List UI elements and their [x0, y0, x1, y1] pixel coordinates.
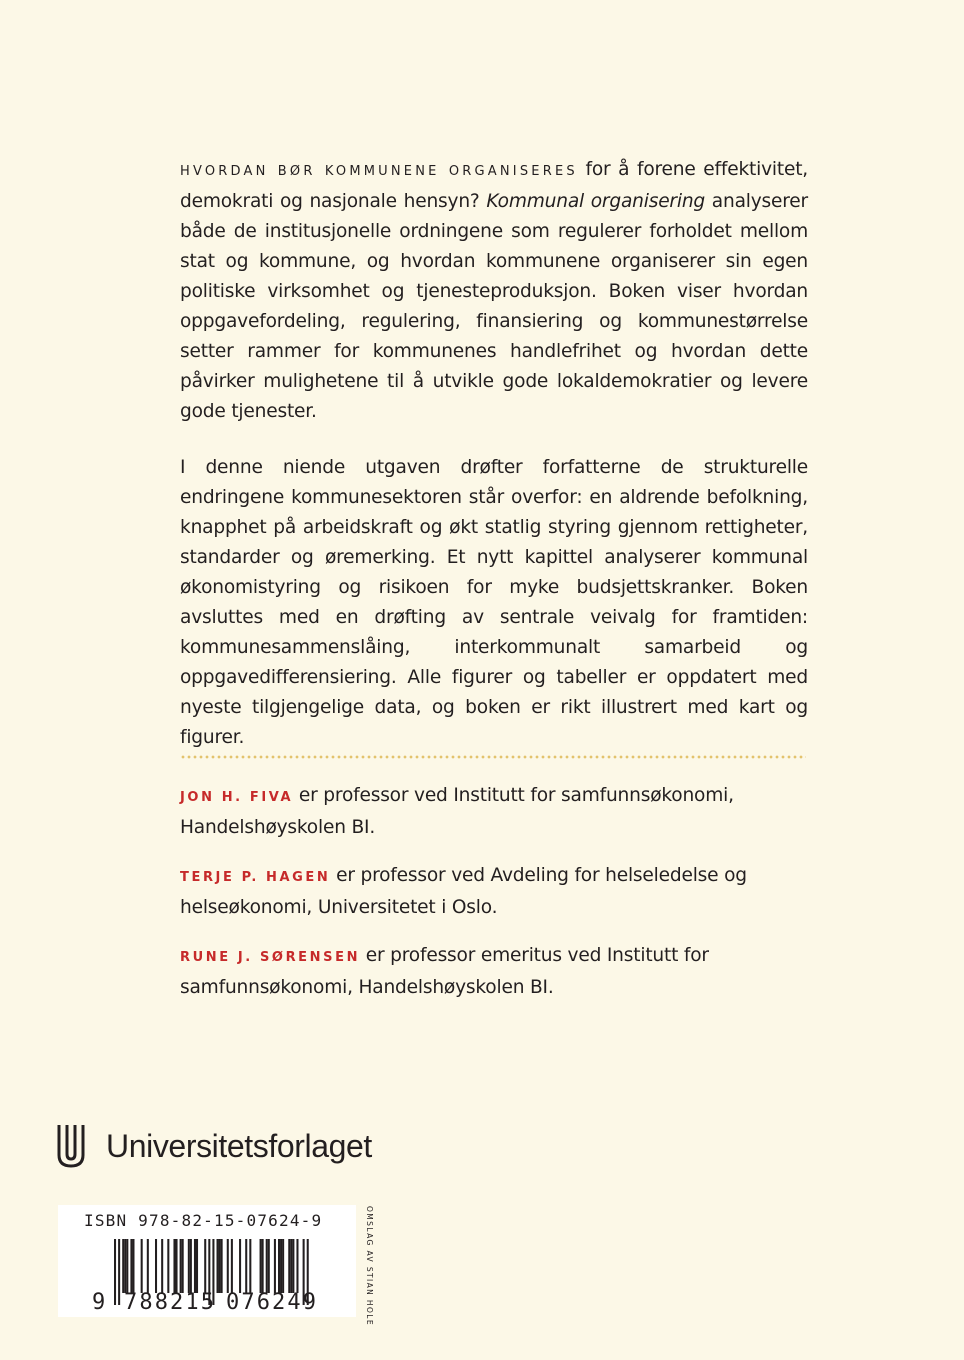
cover-design-credit: OMSLAG AV STIAN HOLE	[365, 1206, 374, 1326]
blurb-paragraph-2: I denne niende utgaven drøfter forfatterne de strukturelle endringene kommunesektoren står overfor: en aldrende befolkning, knapphet på arbeidskraft og økt statlig styring gjennom rettigheter, standarder og øremerking. Et nytt kapittel analyserer kommunal økonomistyring og risikoen for myke budsjettskranker. Boken avsluttes med en drøfting av sentrale veivalg for framtiden: kommunesammenslåing, interkommunalt samarbeid og oppgavedifferensiering. Alle figurer og tabeller er oppdatert med nyeste tilgjengelige data, og boken er rikt illustrert med kart og figurer.	[180, 457, 808, 748]
barcode-bar	[118, 1239, 120, 1305]
barcode-bar	[180, 1239, 182, 1293]
barcode-bar	[231, 1239, 233, 1293]
publisher-name: Universitetsforlaget	[106, 1127, 372, 1164]
barcode-bar	[204, 1239, 206, 1293]
barcode-bar	[262, 1239, 264, 1293]
barcode-bar	[126, 1239, 128, 1293]
barcode-bar	[167, 1239, 169, 1293]
barcode-bar	[194, 1239, 196, 1293]
barcode-bar	[122, 1239, 124, 1293]
book-title-italic: Kommunal organisering	[486, 191, 706, 212]
barcode-bar	[278, 1239, 280, 1293]
barcode-bar	[260, 1239, 262, 1293]
barcode-bar	[114, 1239, 116, 1305]
barcode-bar	[280, 1239, 282, 1293]
barcode-bar	[182, 1239, 184, 1293]
universitetsforlaget-u-logo-icon	[56, 1124, 86, 1168]
barcode-bar	[219, 1239, 221, 1293]
barcode-bar	[155, 1239, 157, 1293]
barcode-bar	[274, 1239, 276, 1293]
barcode-bar	[296, 1239, 298, 1293]
barcode-right-digits: 076249	[226, 1290, 316, 1315]
dotted-divider	[180, 754, 806, 760]
barcode-bar	[130, 1239, 132, 1293]
barcode-bar	[239, 1239, 241, 1293]
author-name: TERJE P. HAGEN	[180, 870, 331, 885]
author-bio-2	[180, 861, 808, 923]
blurb-lead-smallcaps: HVORDAN BØR KOMMUNENE ORGANISERES	[180, 164, 578, 179]
barcode-bar	[288, 1239, 290, 1293]
barcode-bar	[173, 1239, 175, 1293]
author-bio-text: er professor emeritus ved Institutt for samfunnsøkonomi, Handelshøyskolen BI.	[180, 945, 709, 998]
blurb-text-b: analyserer både de institusjonelle ordningene som regulerer forholdet mellom stat og kommune, og hvordan kommunene organiserer sin egen politiske virksomhet og tjenesteproduksjon. Boken viser hvordan oppgavefordeling, regulering, finansiering og kommunestørrelse setter rammer for kommunenes handlefrihet og hvordan dette påvirker mulighetene til å utvikle gode lokaldemokratier og levere gode tjenester.	[180, 191, 808, 422]
barcode-bar	[221, 1239, 223, 1293]
author-bio-1	[180, 781, 808, 843]
author-bio-text: er professor ved Institutt for samfunnsøkonomi, Handelshøyskolen BI.	[180, 785, 734, 838]
barcode-left-digits: 788215	[124, 1290, 214, 1315]
barcode-bar	[249, 1239, 251, 1293]
author-name: JON H. FIVA	[180, 790, 294, 805]
barcode-bar	[176, 1239, 178, 1293]
barcode-bar	[268, 1239, 270, 1293]
barcode-bar	[290, 1239, 292, 1293]
isbn-label: ISBN 978-82-15-07624-9	[84, 1211, 323, 1230]
barcode-bar	[161, 1239, 163, 1293]
barcode-bar	[124, 1239, 126, 1293]
barcode-bar	[266, 1239, 268, 1293]
barcode-first-digit: 9	[92, 1290, 106, 1315]
barcode-bar	[188, 1239, 190, 1293]
blurb-text-a: for å forene effektivitet, demokrati og nasjonale hensyn?	[180, 159, 808, 212]
publisher-block	[56, 1123, 372, 1169]
barcode-bar	[190, 1239, 192, 1293]
author-bio-text: er professor ved Avdeling for helseledelse og helseøkonomi, Universitetet i Oslo.	[180, 865, 747, 918]
barcode-bar	[141, 1239, 143, 1293]
author-name: RUNE J. SØRENSEN	[180, 950, 361, 965]
barcode-bar	[217, 1239, 219, 1293]
author-bio-3	[180, 941, 808, 1003]
barcode-bar	[147, 1239, 149, 1293]
blurb-paragraph-1	[180, 155, 808, 427]
barcode-bar	[245, 1239, 247, 1293]
barcode-bar	[292, 1239, 294, 1293]
barcode-bar	[227, 1239, 229, 1293]
barcode-bar	[132, 1239, 134, 1293]
barcode-bar	[196, 1239, 198, 1293]
barcode-bar	[282, 1239, 284, 1293]
isbn-barcode-block	[58, 1205, 356, 1317]
